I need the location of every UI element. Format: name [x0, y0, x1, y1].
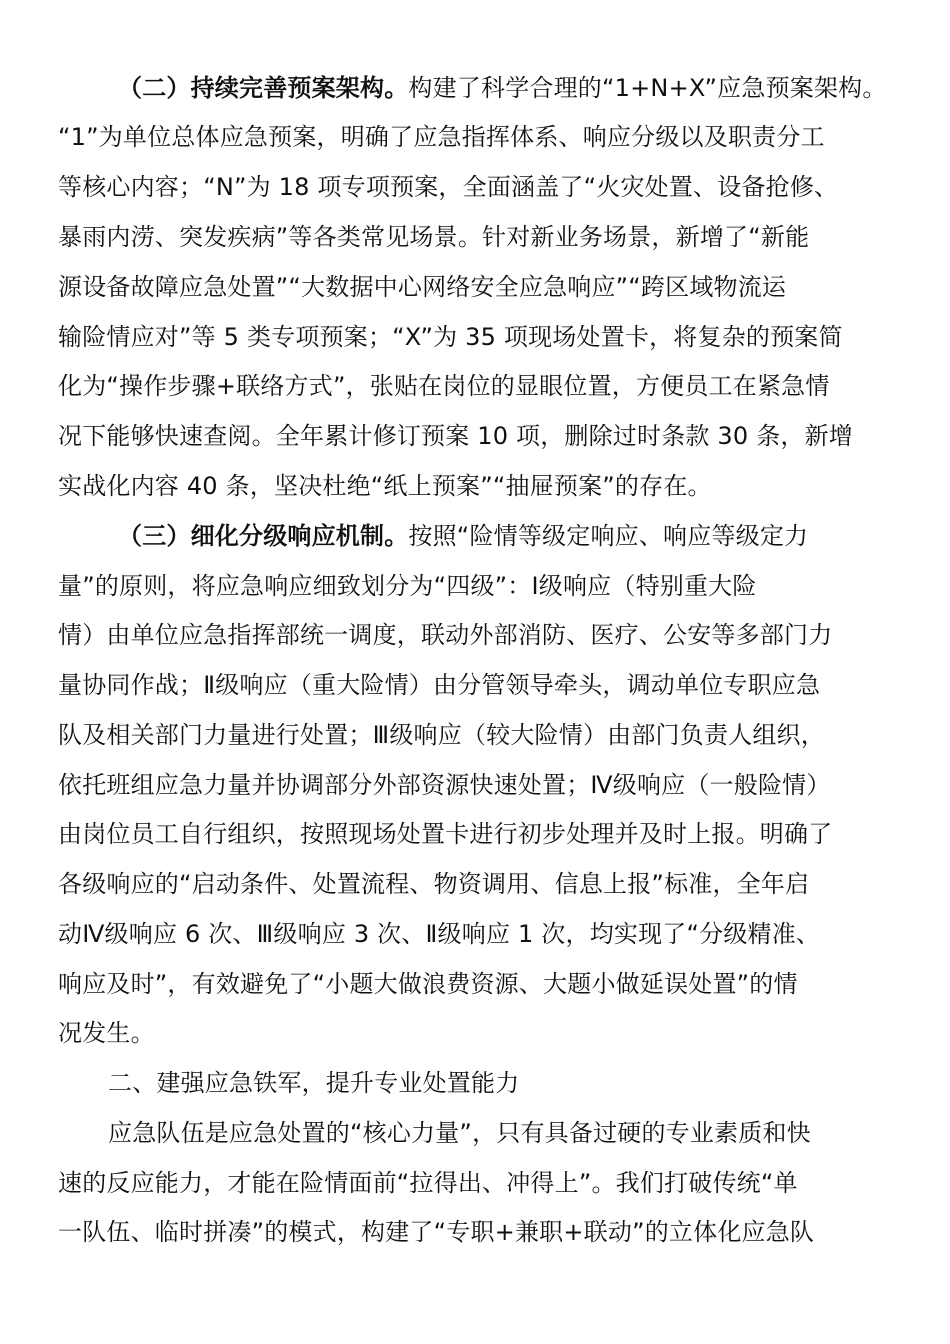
section-3-text: 按照“险情等级定响应、响应等级定力 — [408, 522, 809, 550]
paragraph-line: 况发生。 — [58, 1019, 155, 1047]
paragraph-line: 量协同作战；Ⅱ级响应（重大险情）由分管领导牵头，调动单位专职应急 — [58, 671, 821, 699]
paragraph-line: 化为“操作步骤+联络方式”，张贴在岗位的显眼位置，方便员工在紧急情 — [58, 372, 830, 400]
paragraph-line: 情）由单位应急指挥部统一调度，联动外部消防、医疗、公安等多部门力 — [58, 621, 833, 649]
section-3-title: （三）细化分级响应机制。 — [118, 522, 409, 550]
paragraph-line: 量”的原则，将应急响应细致划分为“四级”：Ⅰ级响应（特别重大险 — [58, 572, 757, 600]
paragraph-line: 等核心内容；“N”为 18 项专项预案，全面涵盖了“火灾处置、设备抢修、 — [58, 173, 839, 201]
paragraph-line: 一队伍、临时拼凑”的模式，构建了“专职+兼职+联动”的立体化应急队 — [58, 1218, 815, 1246]
section-2-title: （二）持续完善预案架构。 — [118, 74, 409, 102]
paragraph-line: 由岗位员工自行组织，按照现场处置卡进行初步处理并及时上报。明确了 — [58, 820, 833, 848]
section-heading: 二、建强应急铁军，提升专业处置能力 — [108, 1069, 520, 1097]
paragraph-line: 响应及时”，有效避免了“小题大做浪费资源、大题小做延误处置”的情 — [58, 970, 798, 998]
section-2-text: 构建了科学合理的“1+N+X”应急预案架构。 — [408, 74, 887, 102]
section-2-first-line — [118, 68, 950, 108]
paragraph-line: “1”为单位总体应急预案，明确了应急指挥体系、响应分级以及职责分工 — [58, 123, 825, 151]
paragraph-line: 暴雨内涝、突发疾病”等各类常见场景。针对新业务场景，新增了“新能 — [58, 223, 810, 251]
paragraph-line: 动Ⅳ级响应 6 次、Ⅲ级响应 3 次、Ⅱ级响应 1 次，均实现了“分级精准、 — [58, 920, 821, 948]
section-3-first-line — [118, 516, 950, 556]
paragraph-line: 实战化内容 40 条，坚决杜绝“纸上预案”“抽屉预案”的存在。 — [58, 472, 712, 500]
paragraph-line: 各级响应的“启动条件、处置流程、物资调用、信息上报”标准，全年启 — [58, 870, 810, 898]
paragraph-line: 输险情应对”等 5 类专项预案；“X”为 35 项现场处置卡，将复杂的预案简 — [58, 323, 843, 351]
paragraph-line: 况下能够快速查阅。全年累计修订预案 10 项，删除过时条款 30 条，新增 — [58, 422, 853, 450]
paragraph-line: 速的反应能力，才能在险情面前“拉得出、冲得上”。我们打破传统“单 — [58, 1169, 798, 1197]
paragraph-line: 源设备故障应急处置”“大数据中心网络安全应急响应”“跨区域物流运 — [58, 273, 787, 301]
paragraph-line: 队及相关部门力量进行处置；Ⅲ级响应（较大险情）由部门负责人组织， — [58, 721, 825, 749]
paragraph-line: 依托班组应急力量并协调部分外部资源快速处置；Ⅳ级响应（一般险情） — [58, 771, 831, 799]
paragraph-line: 应急队伍是应急处置的“核心力量”，只有具备过硬的专业素质和快 — [108, 1119, 811, 1147]
